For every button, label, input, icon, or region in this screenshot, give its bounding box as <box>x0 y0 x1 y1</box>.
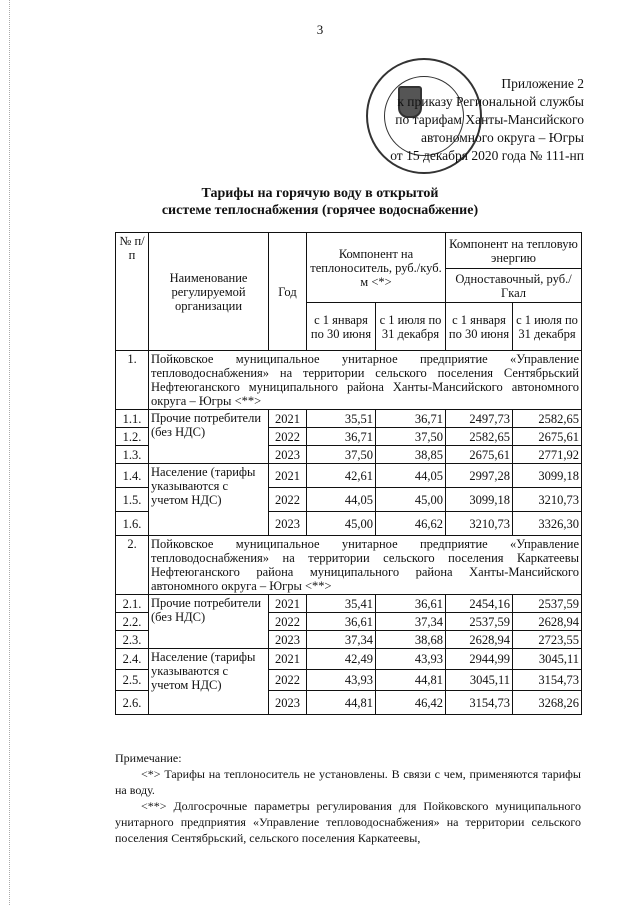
cell-value: 46,62 <box>376 512 446 536</box>
cell-value: 2628,94 <box>513 613 582 631</box>
cell-value: 36,71 <box>376 410 446 428</box>
cell-value: 35,41 <box>307 595 376 613</box>
header-period-1: с 1 января по 30 июня <box>307 303 376 351</box>
group-num: 1. <box>116 351 149 410</box>
row-num: 1.4. <box>116 464 149 488</box>
cell-value: 44,05 <box>376 464 446 488</box>
cell-value: 45,00 <box>307 512 376 536</box>
appendix-header <box>390 75 584 165</box>
header-period-2: с 1 июля по 31 декабря <box>376 303 446 351</box>
group-org: Пойковское муниципальное унитарное предприятие «Управление тепловодоснабжения» на территории сельского поселения Сентябрьский Нефтеюганского муниципального района Ханты-Мансийского автономного округа – Югры <**> <box>149 351 582 410</box>
appendix-line: по тарифам Ханты-Мансийского <box>395 112 584 127</box>
notes-heading: Примечание: <box>115 751 182 765</box>
tariff-table <box>115 232 582 715</box>
group-num: 2. <box>116 536 149 595</box>
cell-value: 2944,99 <box>446 649 513 670</box>
cell-value: 37,50 <box>376 428 446 446</box>
cell-value: 3045,11 <box>513 649 582 670</box>
cell-value: 2497,73 <box>446 410 513 428</box>
row-year: 2021 <box>269 649 307 670</box>
title-line: системе теплоснабжения (горячее водоснабжение) <box>161 203 479 218</box>
cell-value: 2454,16 <box>446 595 513 613</box>
row-year: 2022 <box>269 488 307 512</box>
cell-value: 2537,59 <box>446 613 513 631</box>
cell-value: 37,34 <box>307 631 376 649</box>
binding-margin <box>9 0 10 905</box>
header-org: Наименование регулируемой организации <box>149 233 269 351</box>
header-num: № п/п <box>116 233 149 351</box>
cell-value: 3154,73 <box>513 670 582 691</box>
row-num: 1.1. <box>116 410 149 428</box>
consumer-label: Прочие потребители (без НДС) <box>149 595 269 649</box>
cell-value: 2537,59 <box>513 595 582 613</box>
cell-value: 38,85 <box>376 446 446 464</box>
row-num: 1.6. <box>116 512 149 536</box>
row-num: 2.2. <box>116 613 149 631</box>
header-one-part: Одноставочный, руб./Гкал <box>446 269 582 303</box>
header-carrier: Компонент на теплоноситель, руб./куб. м <*> <box>307 233 446 303</box>
cell-value: 3210,73 <box>513 488 582 512</box>
cell-value: 36,61 <box>307 613 376 631</box>
row-year: 2023 <box>269 631 307 649</box>
cell-value: 42,49 <box>307 649 376 670</box>
row-num: 2.5. <box>116 670 149 691</box>
header-period-3: с 1 января по 30 июня <box>446 303 513 351</box>
row-num: 2.1. <box>116 595 149 613</box>
cell-value: 3154,73 <box>446 691 513 715</box>
header-year: Год <box>269 233 307 351</box>
row-year: 2021 <box>269 595 307 613</box>
consumer-label: Прочие потребители (без НДС) <box>149 410 269 464</box>
cell-value: 3326,30 <box>513 512 582 536</box>
cell-value: 37,50 <box>307 446 376 464</box>
header-period-4: с 1 июля по 31 декабря <box>513 303 582 351</box>
cell-value: 43,93 <box>307 670 376 691</box>
row-year: 2023 <box>269 446 307 464</box>
cell-value: 38,68 <box>376 631 446 649</box>
cell-value: 2582,65 <box>446 428 513 446</box>
cell-value: 45,00 <box>376 488 446 512</box>
cell-value: 43,93 <box>376 649 446 670</box>
row-year: 2022 <box>269 428 307 446</box>
cell-value: 36,61 <box>376 595 446 613</box>
cell-value: 36,71 <box>307 428 376 446</box>
row-num: 2.4. <box>116 649 149 670</box>
cell-value: 3268,26 <box>513 691 582 715</box>
row-num: 1.5. <box>116 488 149 512</box>
cell-value: 2997,28 <box>446 464 513 488</box>
row-year: 2021 <box>269 410 307 428</box>
row-num: 1.2. <box>116 428 149 446</box>
consumer-label: Население (тарифы указываются с учетом НДС) <box>149 464 269 536</box>
row-num: 1.3. <box>116 446 149 464</box>
cell-value: 2582,65 <box>513 410 582 428</box>
appendix-line: от 15 декабря 2020 года № 111-нп <box>390 148 584 163</box>
cell-value: 3045,11 <box>446 670 513 691</box>
row-year: 2022 <box>269 670 307 691</box>
notes-section <box>115 750 581 846</box>
cell-value: 42,61 <box>307 464 376 488</box>
appendix-line: автономного округа – Югры <box>421 130 584 145</box>
row-year: 2023 <box>269 512 307 536</box>
cell-value: 2675,61 <box>446 446 513 464</box>
cell-value: 3099,18 <box>513 464 582 488</box>
appendix-line: к приказу Региональной службы <box>397 94 584 109</box>
title-line: Тарифы на горячую воду в открытой <box>201 186 439 201</box>
row-year: 2021 <box>269 464 307 488</box>
row-num: 2.3. <box>116 631 149 649</box>
document-title <box>0 185 640 219</box>
cell-value: 44,81 <box>307 691 376 715</box>
note-1: <*> Тарифы на теплоноситель не установлены. В связи с чем, применяются тарифы на воду. <box>115 767 581 797</box>
cell-value: 3099,18 <box>446 488 513 512</box>
page-number: 3 <box>316 22 324 37</box>
header-energy: Компонент на тепловую энергию <box>446 233 582 269</box>
cell-value: 37,34 <box>376 613 446 631</box>
note-2: <**> Долгосрочные параметры регулирования для Пойковского муниципального унитарного предприятия «Управление тепловодоснабжения» на территории сельского поселения Сентябрьский, сельского поселения Каркатеевы, <box>115 799 581 845</box>
cell-value: 46,42 <box>376 691 446 715</box>
cell-value: 35,51 <box>307 410 376 428</box>
cell-value: 2628,94 <box>446 631 513 649</box>
row-num: 2.6. <box>116 691 149 715</box>
cell-value: 3210,73 <box>446 512 513 536</box>
consumer-label: Население (тарифы указываются с учетом НДС) <box>149 649 269 715</box>
cell-value: 2723,55 <box>513 631 582 649</box>
cell-value: 2675,61 <box>513 428 582 446</box>
cell-value: 44,05 <box>307 488 376 512</box>
appendix-line: Приложение 2 <box>501 76 584 91</box>
cell-value: 44,81 <box>376 670 446 691</box>
row-year: 2022 <box>269 613 307 631</box>
row-year: 2023 <box>269 691 307 715</box>
cell-value: 2771,92 <box>513 446 582 464</box>
group-org: Пойковское муниципальное унитарное предприятие «Управление тепловодоснабжения» на территории сельского поселения Каркатеевы Нефтеюганского района муниципального района Ханты-Мансийского автономного округа – Югры <**> <box>149 536 582 595</box>
